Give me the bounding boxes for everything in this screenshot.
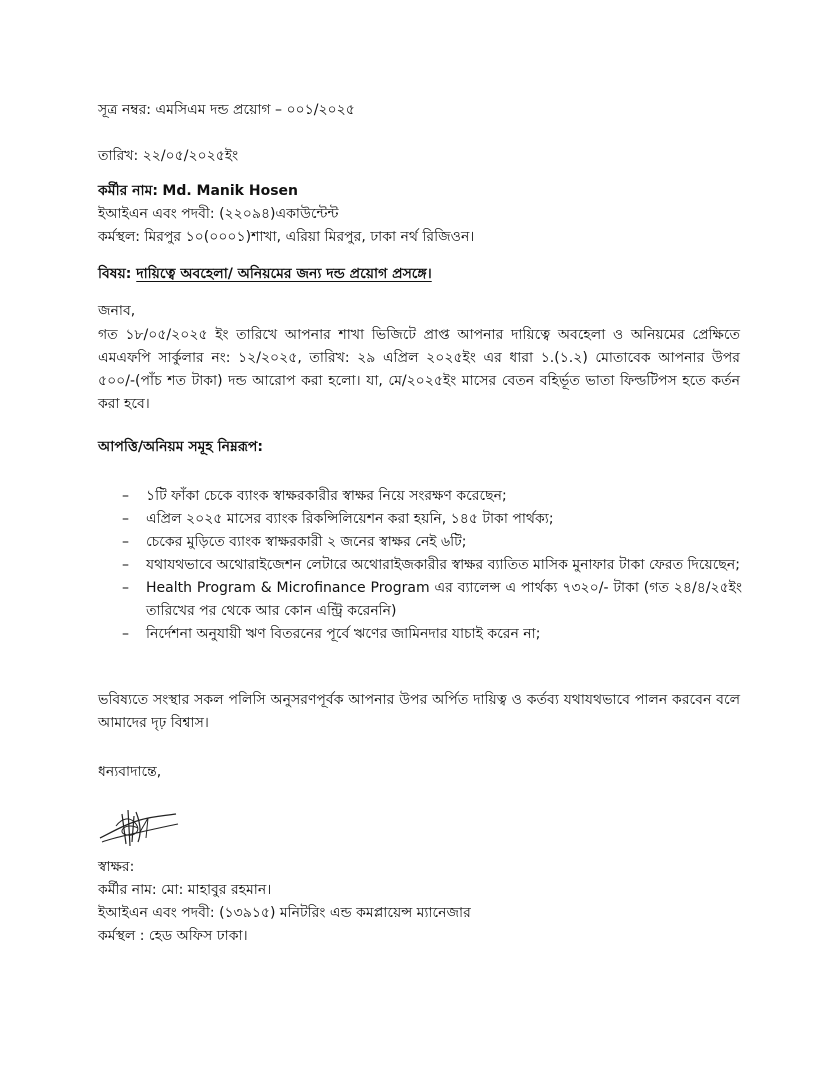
- recipient-name-label: কর্মীর নাম:: [98, 183, 158, 199]
- list-item: [122, 508, 742, 531]
- salutation: জনাব,: [98, 303, 136, 319]
- signatory-workplace: কর্মস্থল : হেড অফিস ঢাকা।: [98, 928, 248, 944]
- recipient-id-designation: ইআইএন এবং পদবী: (২২০৯৪)একাউন্টেন্ট: [98, 206, 339, 222]
- body-paragraph: গত ১৮/০৫/২০২৫ ইং তারিখে আপনার শাখা ভিজিটে প্রাপ্ত আপনার দায়িত্বে অবহেলা ও অনিয়মের প্রেক্ষিতে এমএফপি সার্কুলার নং: ১২/২০২৫, তারিখ: ২৯ এপ্রিল ২০২৫ইং এর ধারা ১.(১.২) মোতাবেক আপনার উপর ৫০০/-(পাঁচ শত টাকা) দন্ড আরোপ করা হলো। যা, মে/২০২৫ইং মাসের বেতন বহির্ভূত ভাতা ফিল্ডটিপস হতে কর্তন করা হবে।: [98, 327, 740, 412]
- bullet-dash: –: [122, 580, 129, 596]
- list-item: [122, 554, 742, 577]
- subject-label: বিষয়:: [98, 266, 132, 282]
- bullet-dash: –: [122, 534, 129, 550]
- objections-list: [122, 485, 742, 646]
- reference-number: সূত্র নম্বর: এমসিএম দন্ড প্রয়োগ – ০০১/২০২৫: [98, 102, 355, 118]
- objections-heading: আপত্তি/অনিয়ম সমূহ নিম্নরূপ:: [98, 439, 263, 455]
- signatory-id-designation: ইআইএন এবং পদবী: (১৩৯১৫) মনিটরিং এন্ড কমপ্লায়েন্স ম্যানেজার: [98, 905, 471, 921]
- recipient-name-line: [98, 181, 298, 201]
- signatory-name: কর্মীর নাম: মো: মাহাবুর রহমান।: [98, 882, 272, 898]
- subject-line: [98, 264, 432, 284]
- bullet-dash: –: [122, 557, 129, 573]
- list-item-text: যথাযথভাবে অথোরাইজেশন লেটারে অথোরাইজকারীর স্বাক্ষর ব্যাতিত মাসিক মুনাফার টাকা ফেরত দিয়েছেন;: [146, 557, 740, 573]
- subject-text: দায়িত্বে অবহেলা/ অনিয়মের জন্য দন্ড প্রয়োগ প্রসঙ্গে।: [136, 266, 432, 282]
- list-item: [122, 577, 742, 623]
- bullet-dash: –: [122, 488, 129, 504]
- recipient-workplace: কর্মস্থল: মিরপুর ১০(০০০১)শাখা, এরিয়া মিরপুর, ঢাকা নর্থ রিজিওন।: [98, 229, 475, 245]
- thanks-line: ধন্যবাদান্তে,: [98, 764, 162, 780]
- list-item-text: নির্দেশনা অনুযায়ী ঋণ বিতরনের পূর্বে ঋণের জামিনদার যাচাই করেন না;: [146, 626, 541, 642]
- recipient-name-value: Md. Manik Hosen: [162, 183, 298, 199]
- list-item: [122, 623, 742, 646]
- list-item-text: চেকের মুড়িতে ব্যাংক স্বাক্ষরকারী ২ জনের স্বাক্ষর নেই ৬টি;: [146, 534, 467, 550]
- list-item: [122, 531, 742, 554]
- list-item-text: ১টি ফাঁকা চেকে ব্যাংক স্বাক্ষরকারীর স্বাক্ষর নিয়ে সংরক্ষণ করেছেন;: [146, 488, 507, 504]
- closing-paragraph: ভবিষ্যতে সংস্থার সকল পলিসি অনুসরণপূর্বক আপনার উপর অর্পিত দায়িত্ব ও কর্তব্য যথাযথভাবে পালন করবেন বলে আমাদের দৃঢ় বিশ্বাস।: [98, 692, 740, 731]
- bullet-dash: –: [122, 626, 129, 642]
- letter-date: তারিখ: ২২/০৫/২০২৫ইং: [98, 148, 239, 164]
- signature-image: [92, 804, 182, 854]
- list-item: [122, 485, 742, 508]
- list-item-text: এপ্রিল ২০২৫ মাসের ব্যাংক রিকন্সিলিয়েশন করা হয়নি, ১৪৫ টাকা পার্থক্য;: [146, 511, 554, 527]
- bullet-dash: –: [122, 511, 129, 527]
- list-item-text: Health Program & Microfinance Program এর ব্যালেন্স এ পার্থক্য ৭৩২০/- টাকা (গত ২৪/৪/২৫ইং তারিখের পর থেকে আর কোন এন্ট্রি করেননি): [146, 580, 742, 619]
- signature-label: স্বাক্ষর:: [98, 859, 135, 875]
